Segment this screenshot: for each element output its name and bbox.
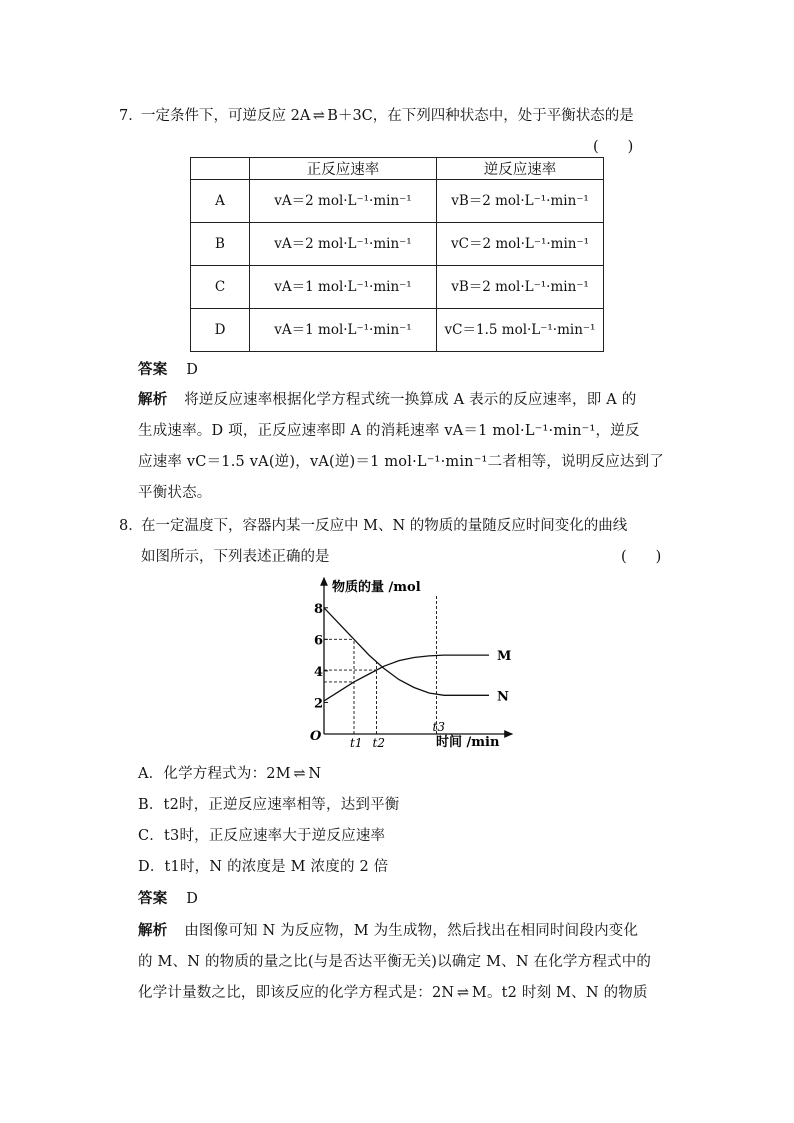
x-mark-label-t3: t3 bbox=[432, 720, 445, 734]
origin-label: O bbox=[310, 729, 322, 744]
q7-number: 7． bbox=[119, 108, 143, 124]
table-forward-rate: vA＝1 mol·L⁻¹·min⁻¹ bbox=[250, 309, 437, 352]
table-row-label: A bbox=[191, 180, 250, 223]
series-label-N: N bbox=[497, 689, 509, 705]
q7-answer bbox=[138, 358, 198, 379]
q8-option-d: D．t1时，N 的浓度是 M 浓度的 2 倍 bbox=[138, 859, 389, 875]
analysis-label: 解析 bbox=[138, 391, 168, 408]
q7-stem: 一定条件下，可逆反应 2A ⇌ B＋3C，在下列四种状态中，处于平衡状态的是 bbox=[141, 108, 634, 124]
y-tick-label: 2 bbox=[314, 696, 324, 712]
table-reverse-rate: vC＝1.5 mol·L⁻¹·min⁻¹ bbox=[437, 309, 604, 352]
q8-option-a: A．化学方程式为：2M ⇌ N bbox=[138, 766, 322, 782]
y-tick-label: 8 bbox=[314, 601, 324, 617]
table-header-forward-rate: 正反应速率 bbox=[250, 158, 437, 180]
answer-label: 答案 bbox=[138, 361, 168, 378]
y-axis-label: 物质的量 /mol bbox=[332, 580, 421, 595]
q8-option-b: B．t2时，正逆反应速率相等，达到平衡 bbox=[138, 797, 400, 813]
table-row bbox=[191, 223, 604, 266]
series-M-line bbox=[324, 655, 489, 701]
table-header-row bbox=[191, 158, 604, 180]
q8-analysis-line-2: 的 M、N 的物质的量之比(与是否达平衡无关)以确定 M、N 在化学方程式中的 bbox=[138, 954, 652, 970]
table-row bbox=[191, 309, 604, 352]
table-row-label: D bbox=[191, 309, 250, 352]
q7-analysis-line-1 bbox=[138, 388, 636, 409]
q8-answer bbox=[138, 887, 198, 908]
q8-stem-line-2: 如图所示，下列表述正确的是 bbox=[141, 549, 330, 565]
x-mark-label-t1: t1 bbox=[350, 736, 363, 750]
series-N-line bbox=[324, 608, 489, 696]
amount-vs-time-chart bbox=[300, 572, 520, 754]
q8-stem-line-1: 在一定温度下，容器内某一反应中 M、N 的物质的量随反应时间变化的曲线 bbox=[141, 518, 628, 534]
table-header-reverse-rate: 逆反应速率 bbox=[437, 158, 604, 180]
y-tick-label: 4 bbox=[314, 664, 324, 680]
chart-data-layer bbox=[314, 595, 511, 750]
q8-analysis-line-1 bbox=[138, 919, 638, 940]
table-row-label: C bbox=[191, 266, 250, 309]
table-forward-rate: vA＝2 mol·L⁻¹·min⁻¹ bbox=[250, 180, 437, 223]
table-reverse-rate: vB＝2 mol·L⁻¹·min⁻¹ bbox=[437, 266, 604, 309]
q7-answer-bracket: ( ) bbox=[593, 139, 634, 155]
q8-option-c: C．t3时，正反应速率大于逆反应速率 bbox=[138, 828, 386, 844]
q7-analysis-line-4: 平衡状态。 bbox=[138, 485, 212, 501]
table-forward-rate: vA＝1 mol·L⁻¹·min⁻¹ bbox=[250, 266, 437, 309]
x-axis-label: 时间 /min bbox=[436, 735, 500, 750]
table-row bbox=[191, 266, 604, 309]
table-reverse-rate: vC＝2 mol·L⁻¹·min⁻¹ bbox=[437, 223, 604, 266]
y-tick-label: 6 bbox=[314, 633, 324, 649]
table-forward-rate: vA＝2 mol·L⁻¹·min⁻¹ bbox=[250, 223, 437, 266]
rate-table bbox=[190, 157, 604, 352]
table-header-empty bbox=[191, 158, 250, 180]
q7-analysis-line-3: 应速率 vC＝1.5 vA(逆)，vA(逆)＝1 mol·L⁻¹·min⁻¹二者相等，说明反应达到了 bbox=[138, 454, 664, 470]
table-row-label: B bbox=[191, 223, 250, 266]
q8-analysis-line-3: 化学计量数之比，即该反应的化学方程式是：2N ⇌ M。t2 时刻 M、N 的物质 bbox=[138, 985, 648, 1001]
table-row bbox=[191, 180, 604, 223]
q7-analysis-line-2: 生成速率。D 项，正反应速率即 A 的消耗速率 vA＝1 mol·L⁻¹·min⁻¹，逆反 bbox=[138, 423, 640, 439]
series-label-M: M bbox=[497, 649, 512, 665]
analysis-text: 将逆反应速率根据化学方程式统一换算成 A 表示的反应速率，即 A 的 bbox=[184, 392, 637, 408]
q8-answer-bracket: ( ) bbox=[621, 549, 662, 565]
q8-number: 8． bbox=[119, 518, 143, 534]
analysis-label: 解析 bbox=[138, 922, 168, 939]
answer-value: D bbox=[186, 362, 199, 378]
answer-value: D bbox=[186, 891, 199, 907]
x-mark-label-t2: t2 bbox=[372, 736, 385, 750]
answer-label: 答案 bbox=[138, 890, 168, 907]
analysis-text: 由图像可知 N 为反应物，M 为生成物，然后找出在相同时间段内变化 bbox=[184, 923, 639, 939]
table-reverse-rate: vB＝2 mol·L⁻¹·min⁻¹ bbox=[437, 180, 604, 223]
chart-axes bbox=[310, 578, 512, 750]
